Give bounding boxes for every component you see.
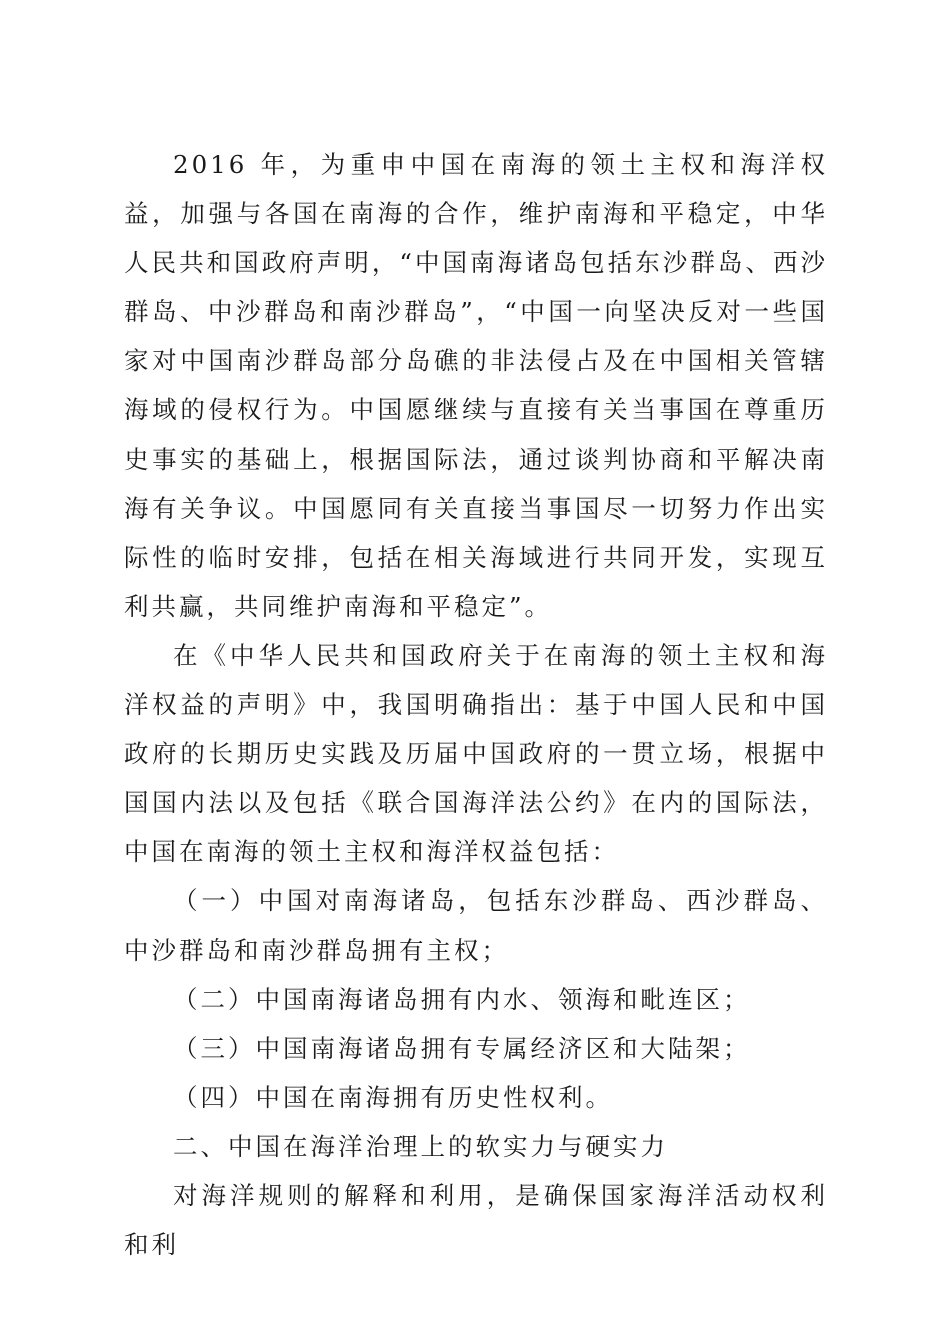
document-body xyxy=(124,140,828,1269)
section-heading: 二、中国在海洋治理上的软实力与硬实力 xyxy=(173,1131,668,1161)
paragraph-declaration-intro: 在《中华人民共和国政府关于在南海的领土主权和海洋权益的声明》中，我国明确指出：基于中国人民和中国政府的长期历史实践及历届中国政府的一贯立场，根据中国国内法以及包括《联合国海洋法公约》在内的国际法，中国在南海的领土主权和海洋权益包括： xyxy=(124,640,828,867)
list-item-sovereignty: （一）中国对南海诸岛，包括东沙群岛、西沙群岛、中沙群岛和南沙群岛拥有主权； xyxy=(124,886,828,965)
list-item-historic-rights: （四）中国在南海拥有历史性权利。 xyxy=(173,1082,613,1112)
list-item-internal-waters: （二）中国南海诸岛拥有内水、领海和毗连区； xyxy=(173,984,751,1014)
paragraph-ocean-rules: 对海洋规则的解释和利用，是确保国家海洋活动权利和利 xyxy=(124,1180,828,1260)
paragraph-statement-2016: 2016 年，为重申中国在南海的领土主权和海洋权益，加强与各国在南海的合作，维护南海和平稳定，中华人民共和国政府声明，“中国南海诸岛包括东沙群岛、西沙群岛、中沙群岛和南沙群岛”，“中国一向坚决反对一些国家对中国南沙群岛部分岛礁的非法侵占及在中国相关管辖海域的侵权行为。中国愿继续与直接有关当事国在尊重历史事实的基础上，根据国际法，通过谈判协商和平解决南海有关争议。中国愿同有关直接当事国尽一切努力作出实际性的临时安排，包括在相关海域进行共同开发，实现互利共赢，共同维护南海和平稳定”。 xyxy=(124,150,828,621)
list-item-eez: （三）中国南海诸岛拥有专属经济区和大陆架； xyxy=(173,1033,751,1063)
